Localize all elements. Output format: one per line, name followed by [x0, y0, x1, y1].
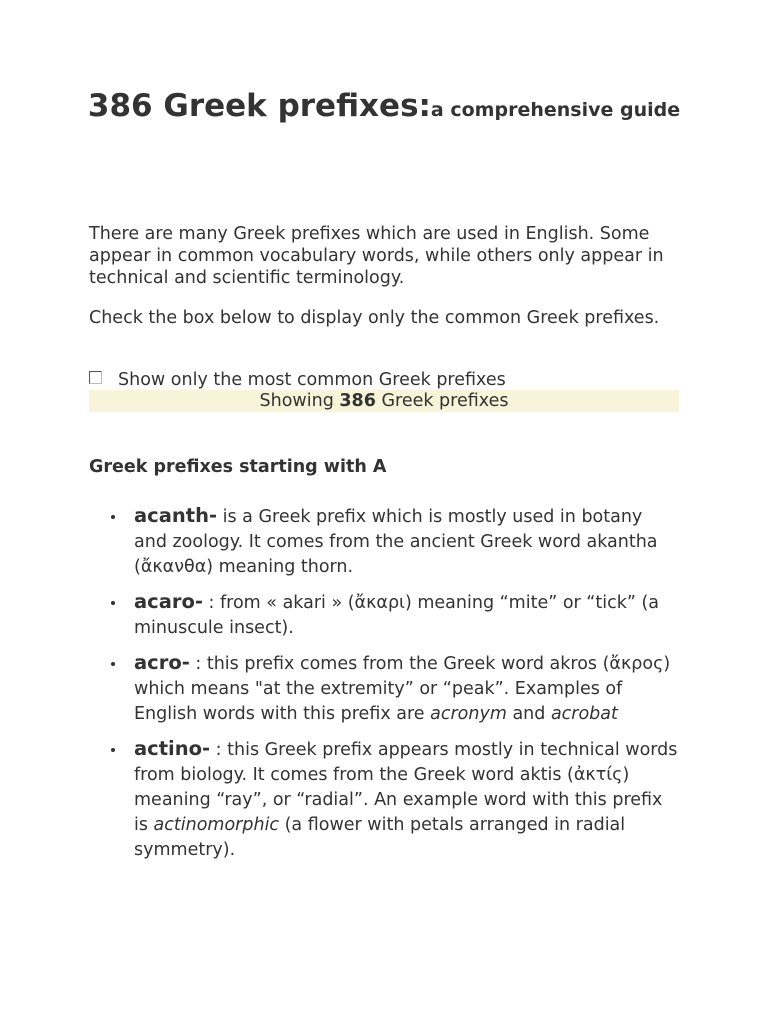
list-item	[134, 503, 679, 580]
example-word: acronym	[430, 704, 507, 724]
page-title-main: 386 Greek prefixes:	[87, 88, 431, 124]
example-word: acrobat	[550, 704, 618, 724]
prefix-description: : this prefix comes from the Greek word akros (ἄκρος) which means "at the extremity” or “peak”. Examples of English words with this prefix are	[134, 654, 671, 724]
list-item	[134, 736, 679, 863]
result-count-prefix: Showing	[259, 391, 340, 411]
prefix-description-end: (a flower with petals arranged in radial symmetry).	[134, 815, 626, 860]
prefix-description: is a Greek prefix which is mostly used in botany and zoology. It comes from the ancient Greek word akantha (ἄκανθα) meaning thorn.	[134, 507, 658, 577]
prefix-term: acanth-	[134, 504, 218, 527]
common-only-filter[interactable]	[89, 369, 506, 391]
list-item	[134, 589, 679, 641]
section-heading: Greek prefixes starting with A	[89, 457, 387, 477]
prefix-list	[89, 503, 724, 872]
prefix-term: acaro-	[134, 590, 203, 613]
common-only-checkbox[interactable]	[89, 371, 102, 384]
common-only-checkbox-label[interactable]: Show only the most common Greek prefixes	[118, 370, 506, 390]
prefix-term: actino-	[134, 737, 211, 760]
intro-paragraph: There are many Greek prefixes which are used in English. Some appear in common vocabulary words, while others only appear in technical and scientific terminology.	[89, 224, 664, 288]
example-word: actinomorphic	[153, 815, 280, 835]
instruction-paragraph: Check the box below to display only the common Greek prefixes.	[89, 308, 660, 328]
page-title-subtitle: a comprehensive guide	[430, 99, 681, 121]
prefix-term: acro-	[134, 651, 190, 674]
result-count-suffix: Greek prefixes	[375, 391, 509, 411]
example-joiner: and	[506, 704, 551, 724]
prefix-description: : this Greek prefix appears mostly in technical words from biology. It comes from the Greek word aktis (ἀκτίς) meaning “ray”, or “radial”. An example word with this prefix is	[134, 740, 678, 835]
result-count-banner	[89, 390, 679, 412]
list-item	[134, 650, 679, 727]
result-count-value: 386	[339, 391, 376, 411]
page-title	[0, 88, 768, 124]
prefix-description: : from « akari » (ἄκαρι) meaning “mite” or “tick” (a minuscule insect).	[134, 593, 660, 638]
